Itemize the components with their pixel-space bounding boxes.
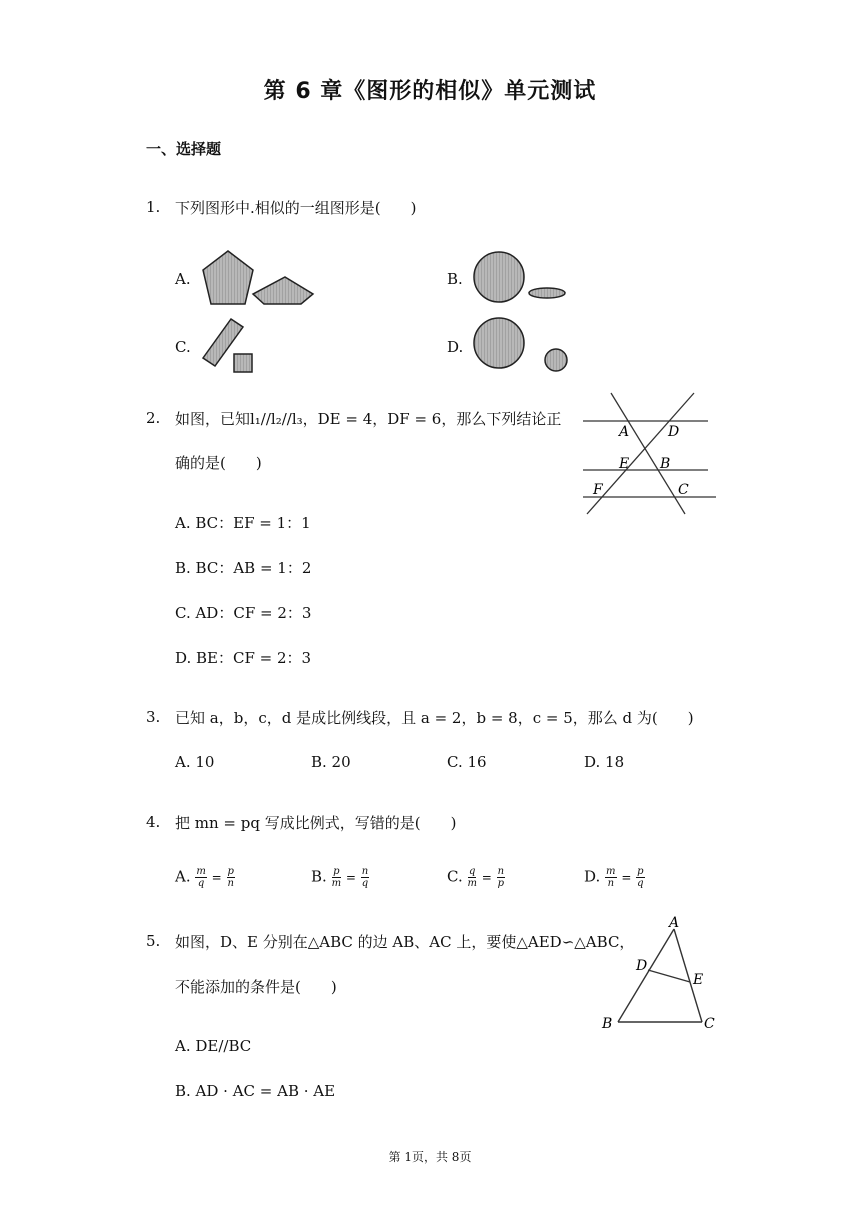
q4-option-b-label: B. [311,867,327,886]
q4-number: 4. [146,813,161,831]
q4-option-a-label: A. [175,867,191,886]
label-e: E [693,972,704,988]
q1-text: 下列图形中.相似的一组图形是( ) [175,199,417,217]
q2-option-d: D. BE：CF = 2：3 [175,649,312,667]
q5-option-b: B. AD · AC = AB · AE [175,1082,336,1100]
label-b: B [602,1016,613,1032]
q5-number: 5. [146,932,161,950]
label-a: A [619,424,630,440]
fraction-right: $\frac{n}{p}$ [497,866,505,889]
q2-parallel-lines-figure [578,390,718,518]
q4-text: 把 mn = pq 写成比例式，写错的是( ) [175,814,457,832]
q3-text: 已知 a，b，c，d 是成比例线段，且 a = 2，b = 8，c = 5，那么 d 为( ) [175,709,694,727]
q4-option-d: D. $\frac{m}{n}$ = $\frac{p}{q}$ [584,866,644,889]
fraction-right: $\frac{p}{q}$ [637,866,644,889]
q4-option-c: C. $\frac{q}{m}$ = $\frac{n}{p}$ [447,866,505,889]
q4-option-b: B. $\frac{p}{m}$ = $\frac{n}{q}$ [311,866,369,889]
q2-option-b: B. BC：AB = 1：2 [175,559,312,577]
label-a: A [669,915,680,931]
label-d: D [636,958,648,974]
q5-triangle-figure [598,912,722,1034]
ellipse-small [529,288,565,298]
q1-number: 1. [146,198,161,216]
fraction-right: $\frac{p}{n}$ [227,866,234,889]
page-footer: 第 1页，共 8页 [388,1150,472,1164]
q3-option-d: D. 18 [584,753,625,771]
q3-option-b: B. 20 [311,753,351,771]
transversal-1 [611,393,685,514]
label-c: C [678,482,689,498]
label-b: B [660,456,671,472]
fraction-left: $\frac{m}{n}$ [606,866,616,889]
q5-line2: 不能添加的条件是( ) [175,978,337,996]
label-e: E [619,456,630,472]
pentagon-flat [253,277,313,304]
circle-large [474,252,524,302]
q1-option-a-label: A. [175,270,191,288]
label-f: F [593,482,603,498]
fraction-right: $\frac{n}{q}$ [361,866,369,889]
square-small [234,354,252,372]
q2-line2: 确的是( ) [175,454,262,472]
q2-option-a: A. BC：EF = 1：1 [175,514,311,532]
fraction-left: $\frac{p}{m}$ [331,866,342,889]
q1-option-d-label: D. [447,338,464,356]
q5-line1: 如图，D、E 分别在△ABC 的边 AB、AC 上，要使△AED∽△ABC， [175,933,635,951]
q2-number: 2. [146,409,161,427]
q5-option-a: A. DE//BC [175,1037,252,1055]
section-heading: 一、选择题 [146,140,222,158]
q2-option-c: C. AD：CF = 2：3 [175,604,312,622]
segment-de [648,970,690,982]
q1-option-c-figure [198,316,268,376]
pentagon-large [203,251,253,304]
q3-number: 3. [146,708,161,726]
q1-option-b-figure [472,248,572,306]
q2-line1: 如图，已知l₁//l₂//l₃，DE = 4，DF = 6，那么下列结论正 [175,410,562,428]
label-c: C [704,1016,715,1032]
q1-option-c-label: C. [175,338,191,356]
fraction-left: $\frac{q}{m}$ [467,866,477,889]
q4-option-c-label: C. [447,867,463,886]
q1-option-b-label: B. [447,270,463,288]
circle-small [545,349,567,371]
label-d: D [668,424,680,440]
page-title: 第 6 章《图形的相似》单元测试 [263,79,597,104]
q4-option-a: A. $\frac{m}{q}$ = $\frac{p}{n}$ [175,866,234,889]
circle-large [474,318,524,368]
q4-option-d-label: D. [584,867,601,886]
q1-option-a-figure [198,248,318,308]
q1-option-d-figure [472,316,572,374]
fraction-left: $\frac{m}{q}$ [196,866,206,889]
q3-option-a: A. 10 [175,753,215,771]
q3-option-c: C. 16 [447,753,487,771]
